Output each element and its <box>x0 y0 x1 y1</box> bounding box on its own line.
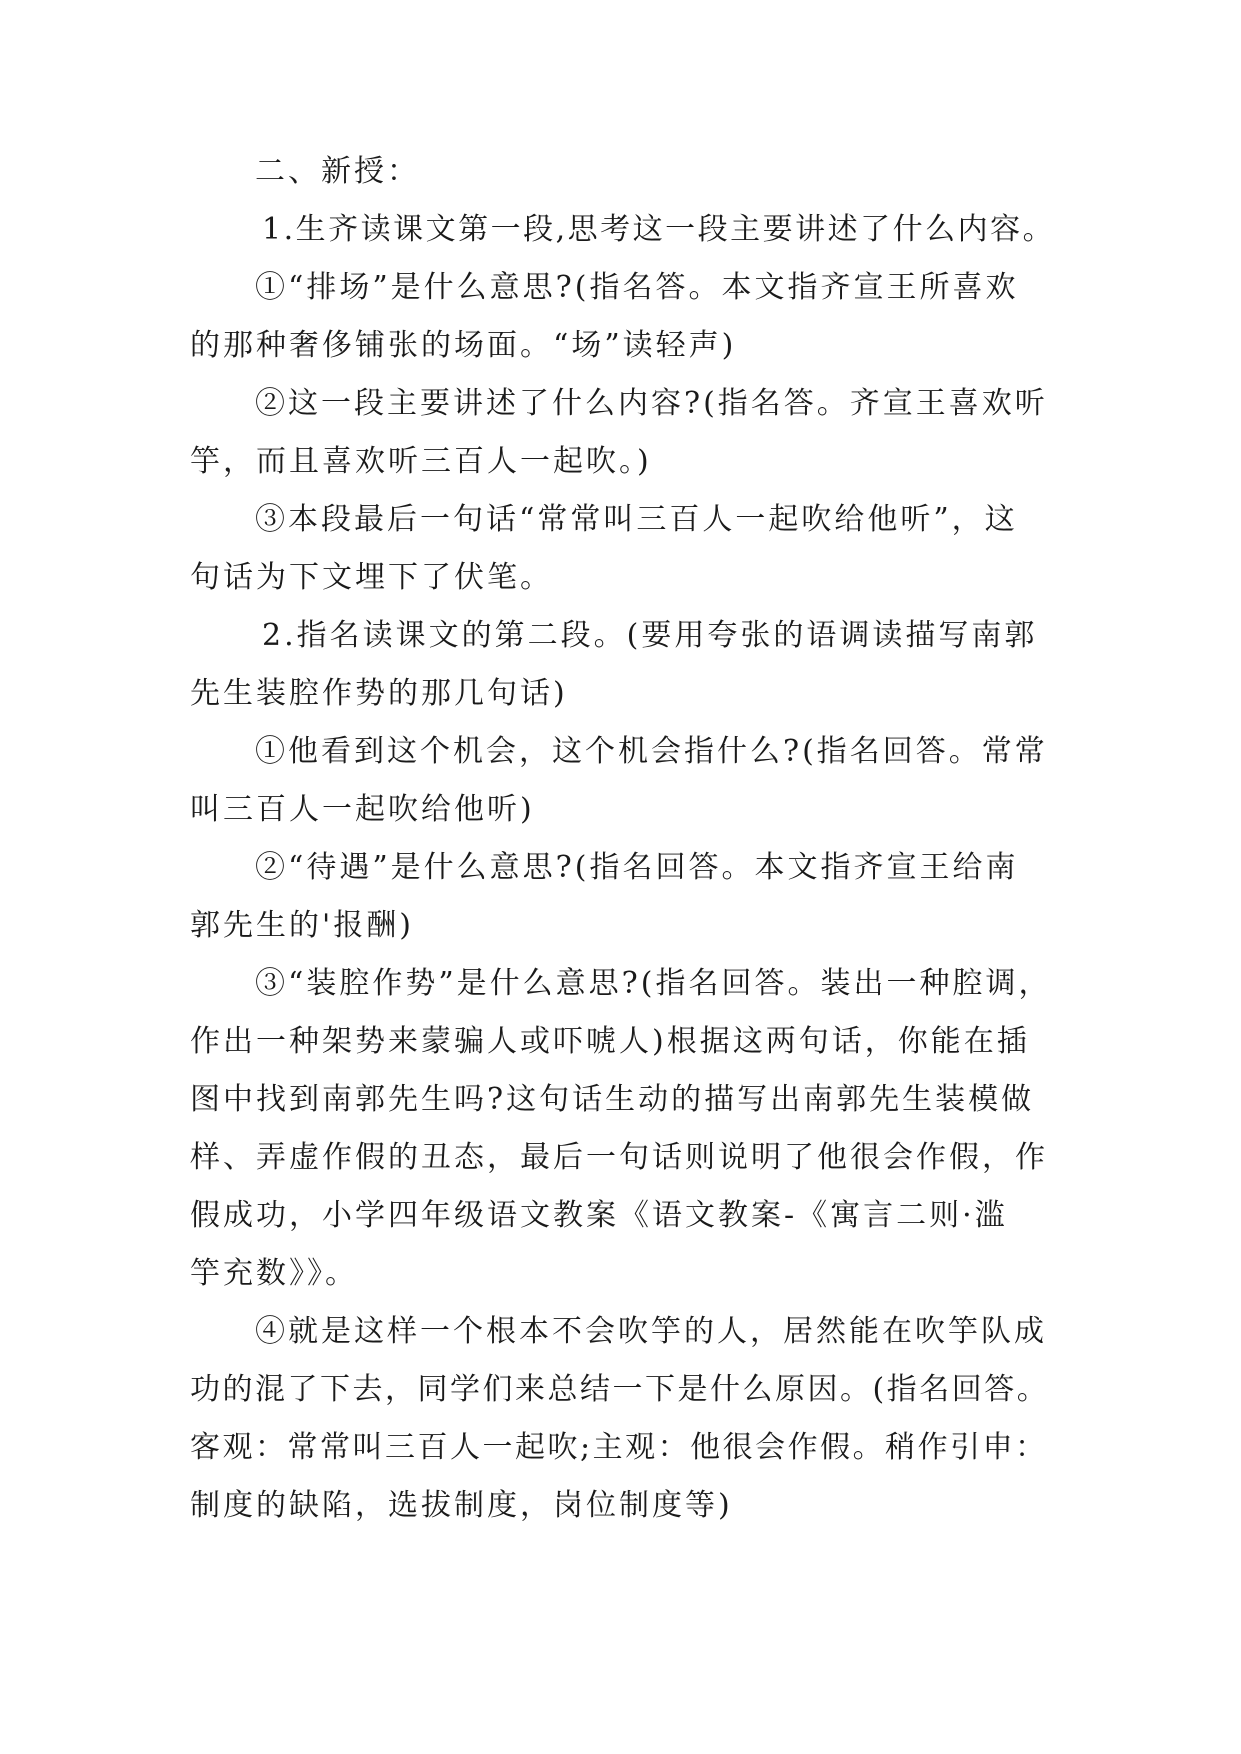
paragraph-line: 2.指名读课文的第二段。(要用夸张的语调读描写南郭 <box>262 618 1038 653</box>
paragraph-line: 先生装腔作势的那几句话) <box>190 676 568 711</box>
paragraph-line: ④就是这样一个根本不会吹竽的人，居然能在吹竽队成 <box>255 1314 1047 1349</box>
paragraph-line: 假成功，小学四年级语文教案《语文教案-《寓言二则·滥 <box>190 1198 1008 1233</box>
paragraph-line: 竽，而且喜欢听三百人一起吹。) <box>190 444 652 479</box>
paragraph-line: 作出一种架势来蒙骗人或吓唬人)根据这两句话，你能在插 <box>190 1024 1030 1059</box>
paragraph-line: 功的混了下去，同学们来总结一下是什么原因。(指名回答。 <box>190 1372 1050 1407</box>
paragraph-line: 1.生齐读课文第一段,思考这一段主要讲述了什么内容。 <box>262 212 1056 247</box>
paragraph-line: ②这一段主要讲述了什么内容?(指名答。齐宣王喜欢听 <box>255 386 1048 421</box>
paragraph-line: 客观：常常叫三百人一起吹;主观：他很会作假。稍作引申： <box>190 1430 1048 1465</box>
paragraph-line: 句话为下文埋下了伏笔。 <box>190 560 553 595</box>
paragraph-line: 图中找到南郭先生吗?这句话生动的描写出南郭先生装模做 <box>190 1082 1035 1117</box>
paragraph-line: ③本段最后一句话“常常叫三百人一起吹给他听”，这 <box>255 502 1018 537</box>
paragraph-line: ②“待遇”是什么意思?(指名回答。本文指齐宣王给南 <box>255 850 1019 885</box>
paragraph-line: ③“装腔作势”是什么意思?(指名回答。装出一种腔调， <box>255 966 1052 1001</box>
paragraph-line: 郭先生的'报酬) <box>190 908 414 943</box>
paragraph-line: 样、弄虚作假的丑态，最后一句话则说明了他很会作假，作 <box>190 1140 1048 1175</box>
paragraph-line: ①他看到这个机会，这个机会指什么?(指名回答。常常 <box>255 734 1048 769</box>
paragraph-line: ①“排场”是什么意思?(指名答。本文指齐宣王所喜欢 <box>255 270 1019 305</box>
paragraph-line: 的那种奢侈铺张的场面。“场”读轻声) <box>190 328 737 363</box>
paragraph-line: 叫三百人一起吹给他听) <box>190 792 535 827</box>
paragraph-line: 竽充数》》。 <box>190 1256 358 1291</box>
section-heading: 二、新授： <box>255 154 420 189</box>
paragraph-line: 制度的缺陷，选拔制度，岗位制度等) <box>190 1488 733 1523</box>
